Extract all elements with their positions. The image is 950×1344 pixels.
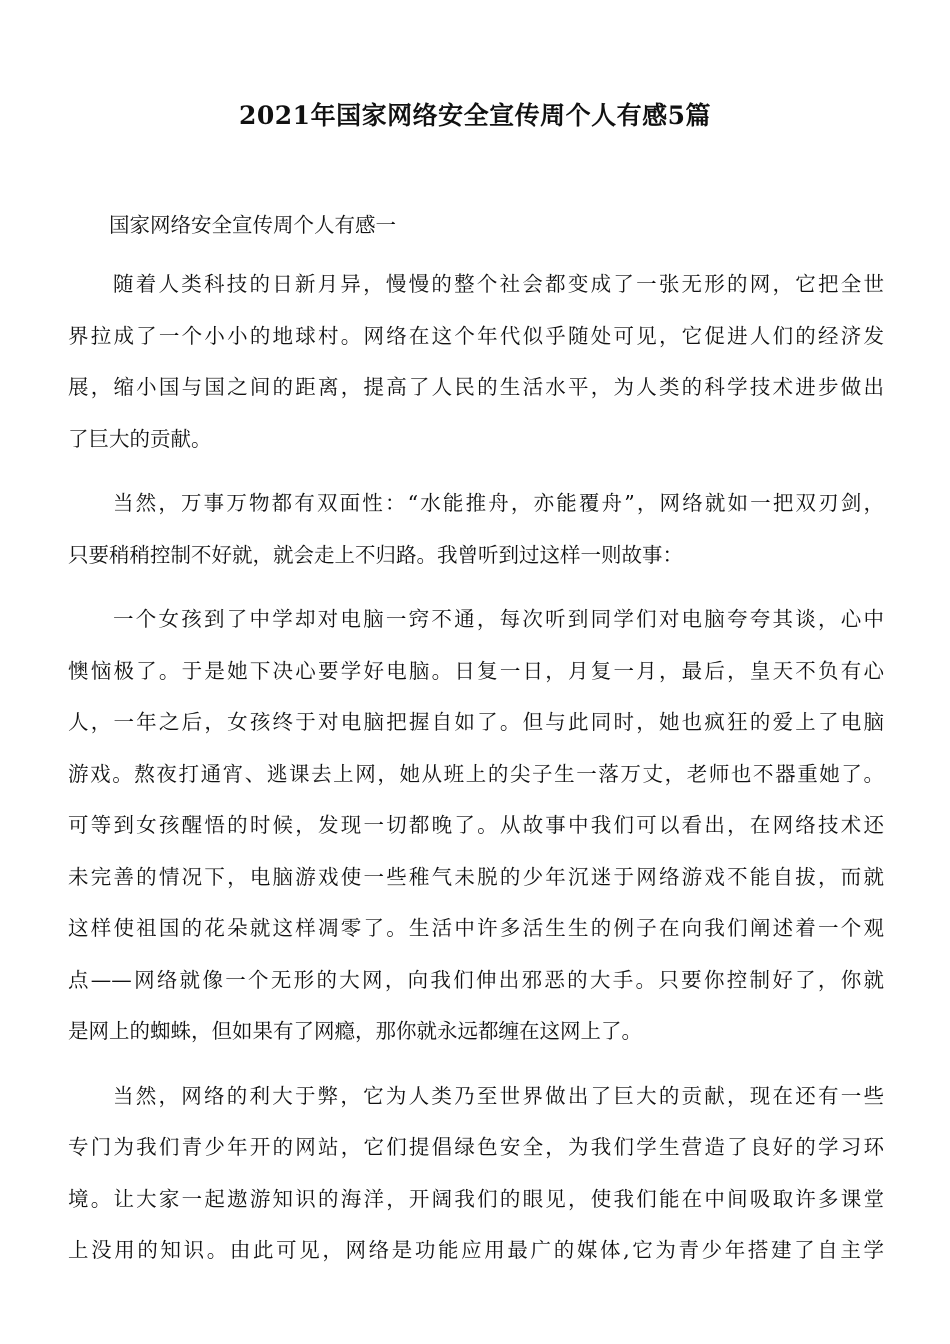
text-line: 可等到女孩醒悟的时候，发现一切都晚了。从故事中我们可以看出，在网络技术还 — [68, 813, 884, 837]
text-line: 当然，万事万物都有双面性：“水能推舟，亦能覆舟”，网络就如一把双刃剑， — [113, 491, 884, 515]
text-line: 展，缩小国与国之间的距离，提高了人民的生活水平，为人类的科学技术进步做出 — [68, 375, 884, 399]
text-line: 只要稍稍控制不好就，就会走上不归路。我曾听到过这样一则故事： — [68, 542, 683, 567]
text-line: 这样使祖国的花朵就这样凋零了。生活中许多活生生的例子在向我们阐述着一个观 — [68, 916, 884, 940]
section-heading: 国家网络安全宣传周个人有感一 — [109, 213, 396, 237]
text-line: 界拉成了一个小小的地球村。网络在这个年代似乎随处可见，它促进人们的经济发 — [68, 323, 884, 348]
text-line: 游戏。熬夜打通宵、逃课去上网，她从班上的尖子生一落万丈，老师也不器重她了。 — [68, 761, 884, 786]
paragraph — [68, 594, 884, 1058]
text-line: 懊恼极了。于是她下决心要学好电脑。日复一日，月复一月，最后，皇天不负有心 — [68, 658, 884, 683]
text-line: 随着人类科技的日新月异，慢慢的整个社会都变成了一张无形的网，它把全世 — [113, 272, 884, 296]
text-line: 了巨大的贡献。 — [68, 426, 212, 451]
paragraph — [68, 478, 884, 581]
text-line: 境。让大家一起遨游知识的海洋，开阔我们的眼见，使我们能在中间吸取许多课堂 — [68, 1186, 884, 1211]
text-line: 上没用的知识。由此可见，网络是功能应用最广的媒体,它为青少年搭建了自主学 — [68, 1238, 884, 1262]
paragraph — [68, 259, 884, 465]
text-line: 人，一年之后，女孩终于对电脑把握自如了。但与此同时，她也疯狂的爱上了电脑 — [68, 710, 884, 734]
text-line: 专门为我们青少年开的网站，它们提倡绿色安全，为我们学生营造了良好的学习环 — [68, 1135, 884, 1159]
text-line: 未完善的情况下，电脑游戏使一些稚气未脱的少年沉迷于网络游戏不能自拔，而就 — [68, 864, 884, 889]
document-title: 2021年国家网络安全宣传周个人有感5篇 — [239, 101, 711, 130]
text-line: 点——网络就像一个无形的大网，向我们伸出邪恶的大手。只要你控制好了，你就 — [68, 967, 884, 992]
document-body — [68, 207, 884, 1290]
text-line: 当然，网络的利大于弊，它为人类乃至世界做出了巨大的贡献，现在还有一些 — [113, 1083, 884, 1108]
paragraph — [68, 1071, 884, 1277]
text-line: 一个女孩到了中学却对电脑一窍不通，每次听到同学们对电脑夸夸其谈，心中 — [113, 607, 884, 631]
text-line: 是网上的蜘蛛，但如果有了网瘾，那你就永远都缠在这网上了。 — [68, 1019, 642, 1043]
